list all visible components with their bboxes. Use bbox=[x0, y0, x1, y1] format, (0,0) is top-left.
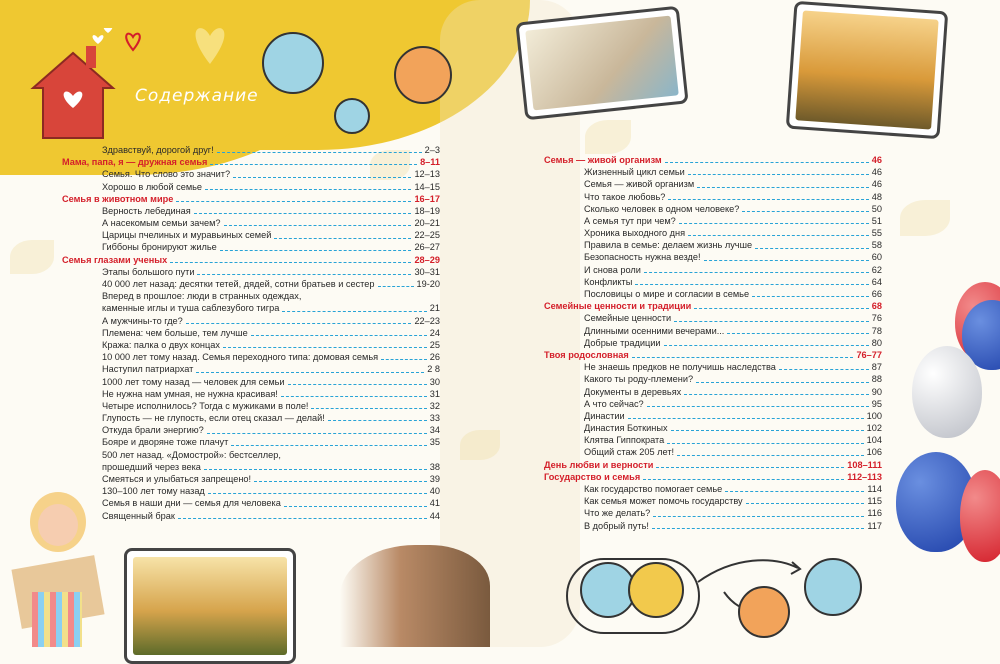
toc-entry bbox=[544, 264, 882, 276]
toc-leader bbox=[281, 396, 427, 397]
toc-entry bbox=[62, 351, 440, 363]
toc-entry-title: Твоя родословная bbox=[544, 349, 629, 360]
toc-entry-title: Этапы большого пути bbox=[102, 266, 195, 277]
toc-entry-title: Семейные ценности bbox=[584, 313, 672, 324]
toc-entry bbox=[62, 205, 440, 217]
toc-entry-title: Как государство помогает семье bbox=[584, 484, 723, 495]
toc-leader bbox=[746, 503, 865, 504]
toc-entry bbox=[62, 363, 440, 375]
toc-entry-page: 104 bbox=[866, 435, 882, 446]
toc-entry bbox=[62, 315, 440, 327]
toc-leader bbox=[194, 213, 412, 214]
toc-entry-page: 26 bbox=[429, 352, 440, 363]
toc-section-heading bbox=[544, 459, 882, 471]
toc-entry bbox=[62, 412, 440, 424]
toc-leader bbox=[652, 528, 864, 529]
toc-leader bbox=[674, 321, 869, 322]
toc-entry-title: А семья тут при чем? bbox=[584, 215, 676, 226]
toc-leader bbox=[217, 152, 422, 153]
avatar-mother bbox=[262, 32, 324, 94]
toc-entry-page: 66 bbox=[871, 289, 882, 300]
toc-leader bbox=[667, 443, 863, 444]
toc-entry bbox=[544, 361, 882, 373]
toc-entry-page: 100 bbox=[866, 410, 882, 421]
toc-leader bbox=[170, 262, 411, 263]
toc-leader bbox=[644, 272, 869, 273]
toc-entry-title: Клятва Гиппократа bbox=[584, 435, 665, 446]
toc-leader bbox=[254, 481, 427, 482]
toc-entry-page: 41 bbox=[429, 498, 440, 509]
toc-entry-title: Безопасность нужна везде! bbox=[584, 252, 701, 263]
avatar-mother-diagram bbox=[628, 562, 684, 618]
toc-entry-title: Конфликты bbox=[584, 276, 633, 287]
toc-entry bbox=[62, 229, 440, 241]
toc-entry-page: 102 bbox=[866, 423, 882, 434]
toc-section-heading bbox=[62, 193, 440, 205]
toc-entry-title: 40 000 лет назад: десятки тетей, дядей, сотни братьев и сестер bbox=[102, 279, 375, 290]
toc-entry-title: Правила в семье: делаем жизнь лучше bbox=[584, 240, 753, 251]
toc-entry bbox=[544, 203, 882, 215]
toc-entry-page: 95 bbox=[871, 398, 882, 409]
toc-entry-page: 112–113 bbox=[847, 471, 882, 482]
toc-entry-title: Пословицы о мире и согласии в семье bbox=[584, 289, 750, 300]
toc-entry-title: Общий стаж 205 лет! bbox=[584, 447, 675, 458]
toc-entry-title: Как семья может помочь государству bbox=[584, 496, 743, 507]
toc-entry bbox=[544, 386, 882, 398]
running-family-photo bbox=[133, 557, 287, 655]
toc-leader bbox=[224, 225, 412, 226]
toc-entry-title: Смеяться и улыбаться запрещено! bbox=[102, 474, 252, 485]
toc-entry-title: Длинными осенними вечерами... bbox=[584, 325, 725, 336]
toc-entry-page: 46 bbox=[871, 179, 882, 190]
toc-entry-title: прошедший через века bbox=[102, 461, 201, 472]
toc-entry-title: Кража: палка о двух концах bbox=[102, 339, 220, 350]
toc-entry-title: 130–100 лет тому назад bbox=[102, 486, 205, 497]
toc-entry bbox=[544, 495, 882, 507]
toc-entry-page: 19-20 bbox=[416, 279, 440, 290]
toc-section-heading bbox=[544, 300, 882, 312]
toc-entry-title: Мама, папа, я — дружная семья bbox=[62, 157, 208, 168]
toc-entry-title: А мужчины-то где? bbox=[102, 315, 183, 326]
toc-entry-page: 12–13 bbox=[414, 169, 440, 180]
toc-leader bbox=[696, 382, 869, 383]
toc-entry-page: 39 bbox=[429, 474, 440, 485]
toc-entry-title: Племена: чем больше, тем лучше bbox=[102, 327, 248, 338]
toc-entry-title: Бояре и дворяне тоже плачут bbox=[102, 437, 229, 448]
toc-left bbox=[62, 144, 440, 522]
toc-entry-page: 114 bbox=[867, 484, 882, 495]
toc-leader bbox=[378, 286, 414, 287]
toc-leader bbox=[704, 260, 869, 261]
toc-entry-title: Жизненный цикл семьи bbox=[584, 167, 685, 178]
toc-entry-page: 50 bbox=[871, 203, 882, 214]
toc-entry bbox=[544, 434, 882, 446]
toc-entry-title: Гиббоны бронируют жилье bbox=[102, 242, 217, 253]
toc-entry-page: 106 bbox=[866, 447, 882, 458]
toc-entry-page: 30–31 bbox=[414, 266, 440, 277]
toc-entry bbox=[62, 485, 440, 497]
toc-entry-page: 24 bbox=[429, 327, 440, 338]
toc-entry-page: 35 bbox=[429, 437, 440, 448]
toc-entry-page: 30 bbox=[429, 376, 440, 387]
toc-entry-title: Не нужна нам умная, не нужна красивая! bbox=[102, 388, 278, 399]
toc-entry-title: Семейные ценности и традиции bbox=[544, 301, 692, 312]
balloon-red bbox=[960, 470, 1000, 562]
toc-entry-title: Какого ты роду-племени? bbox=[584, 374, 694, 385]
toc-entry bbox=[544, 215, 882, 227]
toc-leader bbox=[208, 493, 427, 494]
toc-leader bbox=[381, 359, 427, 360]
toc-entry bbox=[544, 373, 882, 385]
family-diagram bbox=[566, 552, 866, 642]
toc-entry-title: Вперед в прошлое: люди в странных одеждах, bbox=[102, 291, 302, 302]
toc-entry-title: 500 лет назад. «Домострой»: бестселлер, bbox=[102, 449, 281, 460]
toc-entry-title: Откуда брали энергию? bbox=[102, 425, 204, 436]
toc-leader bbox=[779, 369, 869, 370]
toc-entry bbox=[544, 410, 882, 422]
toc-entry-page: 20–21 bbox=[414, 218, 440, 229]
toc-section-heading bbox=[62, 254, 440, 266]
toc-leader bbox=[328, 420, 427, 421]
toc-entry bbox=[62, 424, 440, 436]
avatar-grandmother bbox=[394, 46, 452, 104]
toc-entry-title: Здравствуй, дорогой друг! bbox=[102, 144, 214, 155]
toc-leader bbox=[233, 177, 411, 178]
toc-entry bbox=[62, 473, 440, 485]
toc-right bbox=[544, 154, 882, 532]
toc-entry-page: 78 bbox=[871, 325, 882, 336]
toc-leader bbox=[178, 518, 427, 519]
toc-leader bbox=[688, 174, 869, 175]
toc-entry bbox=[544, 337, 882, 349]
toc-leader bbox=[647, 406, 869, 407]
toc-leader bbox=[664, 345, 869, 346]
toc-entry-title: Не знаешь предков не получишь наследства bbox=[584, 362, 776, 373]
family-photo bbox=[525, 16, 679, 111]
toc-entry-page: 22–25 bbox=[414, 230, 440, 241]
toc-section-heading bbox=[62, 156, 440, 168]
toc-entry bbox=[62, 339, 440, 351]
toc-entry bbox=[62, 168, 440, 180]
toc-entry bbox=[62, 510, 440, 522]
toc-entry bbox=[62, 266, 440, 278]
avatar-daughter bbox=[738, 586, 790, 638]
toc-leader bbox=[251, 335, 427, 336]
toc-entry-title: И снова роли bbox=[584, 264, 641, 275]
avatar-child bbox=[334, 98, 370, 134]
toc-entry-title: Династии bbox=[584, 410, 625, 421]
toc-leader bbox=[632, 357, 854, 358]
toc-entry-page: 8–11 bbox=[420, 157, 440, 168]
toc-entry-page: 38 bbox=[429, 461, 440, 472]
toc-entry bbox=[544, 227, 882, 239]
family-photo-frame bbox=[515, 6, 688, 121]
toc-entry bbox=[544, 166, 882, 178]
toc-entry-page: 44 bbox=[429, 510, 440, 521]
avatar-son bbox=[804, 558, 862, 616]
toc-entry-page: 80 bbox=[871, 337, 882, 348]
toc-entry-page: 25 bbox=[429, 339, 440, 350]
toc-entry-title: А насекомым семьи зачем? bbox=[102, 218, 221, 229]
toc-entry-title: Семья глазами ученых bbox=[62, 254, 168, 265]
toc-entry bbox=[544, 398, 882, 410]
toc-entry bbox=[544, 483, 882, 495]
toc-leader bbox=[204, 469, 427, 470]
toc-entry-title: Семья. Что слово это значит? bbox=[102, 169, 231, 180]
toc-entry-page: 48 bbox=[871, 191, 882, 202]
leaf-decoration bbox=[10, 240, 54, 274]
toc-entry-page: 46 bbox=[871, 154, 882, 165]
toc-leader bbox=[643, 479, 844, 480]
toc-entry bbox=[62, 278, 440, 290]
toc-leader bbox=[684, 394, 868, 395]
toc-entry-title: Глупость — не глупость, если отец сказал — делай! bbox=[102, 413, 325, 424]
toc-leader bbox=[176, 201, 411, 202]
toc-entry-title: Священный брак bbox=[102, 510, 175, 521]
toc-leader bbox=[205, 189, 411, 190]
toc-entry-title: Наступил патриархат bbox=[102, 364, 194, 375]
toc-leader bbox=[742, 211, 868, 212]
toc-entry bbox=[544, 252, 882, 264]
heart-icon bbox=[120, 30, 146, 52]
toc-entry bbox=[62, 327, 440, 339]
toc-entry-title: Семья в наши дни — семья для человека bbox=[102, 498, 281, 509]
sunset-photo-frame bbox=[786, 1, 949, 139]
toc-entry bbox=[544, 422, 882, 434]
leaf-decoration bbox=[585, 120, 631, 154]
toc-entry bbox=[544, 239, 882, 251]
toc-leader bbox=[186, 323, 412, 324]
toc-entry-page: 28–29 bbox=[414, 254, 440, 265]
toc-leader bbox=[220, 250, 412, 251]
toc-leader bbox=[656, 467, 844, 468]
toc-entry-page: 68 bbox=[871, 301, 882, 312]
toc-entry-title: Сколько человек в одном человеке? bbox=[584, 203, 740, 214]
toc-leader bbox=[668, 199, 868, 200]
heart-icon bbox=[180, 18, 240, 68]
toc-entry-title: Семья — живой организм bbox=[584, 179, 695, 190]
toc-entry-title: каменные иглы и туша саблезубого тигра bbox=[102, 303, 280, 314]
toc-leader bbox=[274, 238, 411, 239]
toc-entry-title: Добрые традиции bbox=[584, 337, 661, 348]
toc-entry bbox=[62, 144, 440, 156]
toc-entry bbox=[544, 191, 882, 203]
toc-leader bbox=[697, 187, 869, 188]
toc-leader bbox=[671, 430, 864, 431]
toc-leader bbox=[727, 333, 868, 334]
toc-entry-title: Государство и семья bbox=[544, 471, 641, 482]
toc-leader bbox=[288, 384, 427, 385]
leaf-decoration bbox=[900, 200, 950, 236]
toc-entry-page: 22–23 bbox=[414, 315, 440, 326]
toc-leader bbox=[311, 408, 426, 409]
toc-entry bbox=[62, 449, 440, 461]
toc-entry-page: 46 bbox=[871, 167, 882, 178]
sunset-photo bbox=[795, 10, 938, 129]
toc-leader bbox=[231, 445, 426, 446]
toc-entry-page: 108–111 bbox=[847, 459, 882, 470]
toc-entry-title: 10 000 лет тому назад. Семья переходного типа: домовая семья bbox=[102, 352, 379, 363]
toc-entry bbox=[62, 376, 440, 388]
toc-entry bbox=[544, 276, 882, 288]
toc-entry-page: 117 bbox=[867, 520, 882, 531]
toc-entry-page: 76–77 bbox=[856, 349, 882, 360]
toc-entry bbox=[544, 520, 882, 532]
toc-entry-page: 116 bbox=[867, 508, 882, 519]
toc-entry-title: Династия Боткиных bbox=[584, 423, 668, 434]
toc-leader bbox=[284, 506, 427, 507]
toc-entry bbox=[544, 507, 882, 519]
toc-leader bbox=[679, 223, 869, 224]
toc-entry-title: Четыре исполнилось? Тогда с мужиками в поле! bbox=[102, 400, 309, 411]
toc-entry bbox=[62, 437, 440, 449]
toc-entry bbox=[62, 217, 440, 229]
toc-entry-title: День любви и верности bbox=[544, 459, 654, 470]
toc-entry bbox=[62, 290, 440, 302]
toc-entry-title: В добрый путь! bbox=[584, 520, 649, 531]
toc-leader bbox=[223, 347, 427, 348]
toc-entry-title: Семья — живой организм bbox=[544, 154, 662, 165]
house-icon bbox=[28, 28, 118, 148]
toc-entry-title: Семья в животном мире bbox=[62, 193, 174, 204]
toc-entry-page: 87 bbox=[871, 362, 882, 373]
toc-leader bbox=[282, 311, 426, 312]
caveman-illustration bbox=[340, 545, 490, 647]
toc-entry-title: Документы в деревьях bbox=[584, 386, 682, 397]
toc-entry-page: 62 bbox=[871, 264, 882, 275]
toc-leader bbox=[197, 274, 411, 275]
toc-entry-page: 16–17 bbox=[414, 193, 440, 204]
toc-entry-page: 76 bbox=[871, 313, 882, 324]
toc-entry-page: 33 bbox=[429, 413, 440, 424]
toc-entry bbox=[62, 242, 440, 254]
toc-entry-page: 34 bbox=[429, 425, 440, 436]
toc-entry bbox=[62, 181, 440, 193]
toc-entry bbox=[62, 400, 440, 412]
toc-entry bbox=[544, 447, 882, 459]
toc-entry-title: Хроника выходного дня bbox=[584, 228, 686, 239]
toc-leader bbox=[207, 433, 427, 434]
toc-leader bbox=[752, 296, 869, 297]
toc-leader bbox=[725, 491, 864, 492]
toc-entry bbox=[544, 288, 882, 300]
toc-leader bbox=[635, 284, 868, 285]
toc-entry-title: Хорошо в любой семье bbox=[102, 181, 203, 192]
toc-entry bbox=[62, 302, 440, 314]
toc-entry-title: А что сейчас? bbox=[584, 398, 644, 409]
toc-entry-page: 14–15 bbox=[414, 181, 440, 192]
toc-entry-title: Что такое любовь? bbox=[584, 191, 666, 202]
toc-entry-page: 2–3 bbox=[424, 144, 440, 155]
girl-with-book-illustration bbox=[10, 492, 105, 647]
toc-entry bbox=[544, 312, 882, 324]
toc-entry bbox=[544, 325, 882, 337]
toc-entry-page: 18–19 bbox=[414, 205, 440, 216]
toc-leader bbox=[653, 516, 864, 517]
toc-leader bbox=[210, 164, 417, 165]
toc-entry-page: 26–27 bbox=[414, 242, 440, 253]
toc-entry-title: Царицы пчелиных и муравьиных семей bbox=[102, 230, 272, 241]
toc-leader bbox=[628, 418, 864, 419]
toc-entry-page: 32 bbox=[429, 400, 440, 411]
toc-entry-page: 90 bbox=[871, 386, 882, 397]
toc-leader bbox=[677, 455, 864, 456]
toc-section-heading bbox=[544, 471, 882, 483]
toc-entry-page: 64 bbox=[871, 276, 882, 287]
page-title: Содержание bbox=[135, 86, 259, 106]
toc-entry-title: Что же делать? bbox=[584, 508, 651, 519]
toc-entry-page: 55 bbox=[871, 228, 882, 239]
toc-entry-page: 60 bbox=[871, 252, 882, 263]
toc-entry-title: Верность лебединая bbox=[102, 205, 191, 216]
toc-entry-page: 115 bbox=[867, 496, 882, 507]
toc-entry bbox=[62, 497, 440, 509]
balloon-silver bbox=[912, 346, 982, 438]
toc-leader bbox=[665, 162, 869, 163]
toc-leader bbox=[196, 372, 424, 373]
toc-entry-page: 21 bbox=[429, 303, 440, 314]
toc-leader bbox=[694, 308, 869, 309]
toc-section-heading bbox=[544, 349, 882, 361]
toc-leader bbox=[755, 248, 869, 249]
toc-entry bbox=[62, 388, 440, 400]
toc-entry-page: 40 bbox=[429, 486, 440, 497]
toc-entry bbox=[62, 461, 440, 473]
toc-entry-page: 88 bbox=[871, 374, 882, 385]
toc-entry-page: 2 8 bbox=[427, 364, 440, 375]
toc-entry bbox=[544, 178, 882, 190]
toc-leader bbox=[688, 235, 869, 236]
toc-entry-title: 1000 лет тому назад — человек для семьи bbox=[102, 376, 285, 387]
toc-entry-page: 58 bbox=[871, 240, 882, 251]
toc-entry-page: 31 bbox=[429, 388, 440, 399]
toc-entry-page: 51 bbox=[871, 215, 882, 226]
leaf-decoration bbox=[460, 430, 500, 460]
toc-section-heading bbox=[544, 154, 882, 166]
